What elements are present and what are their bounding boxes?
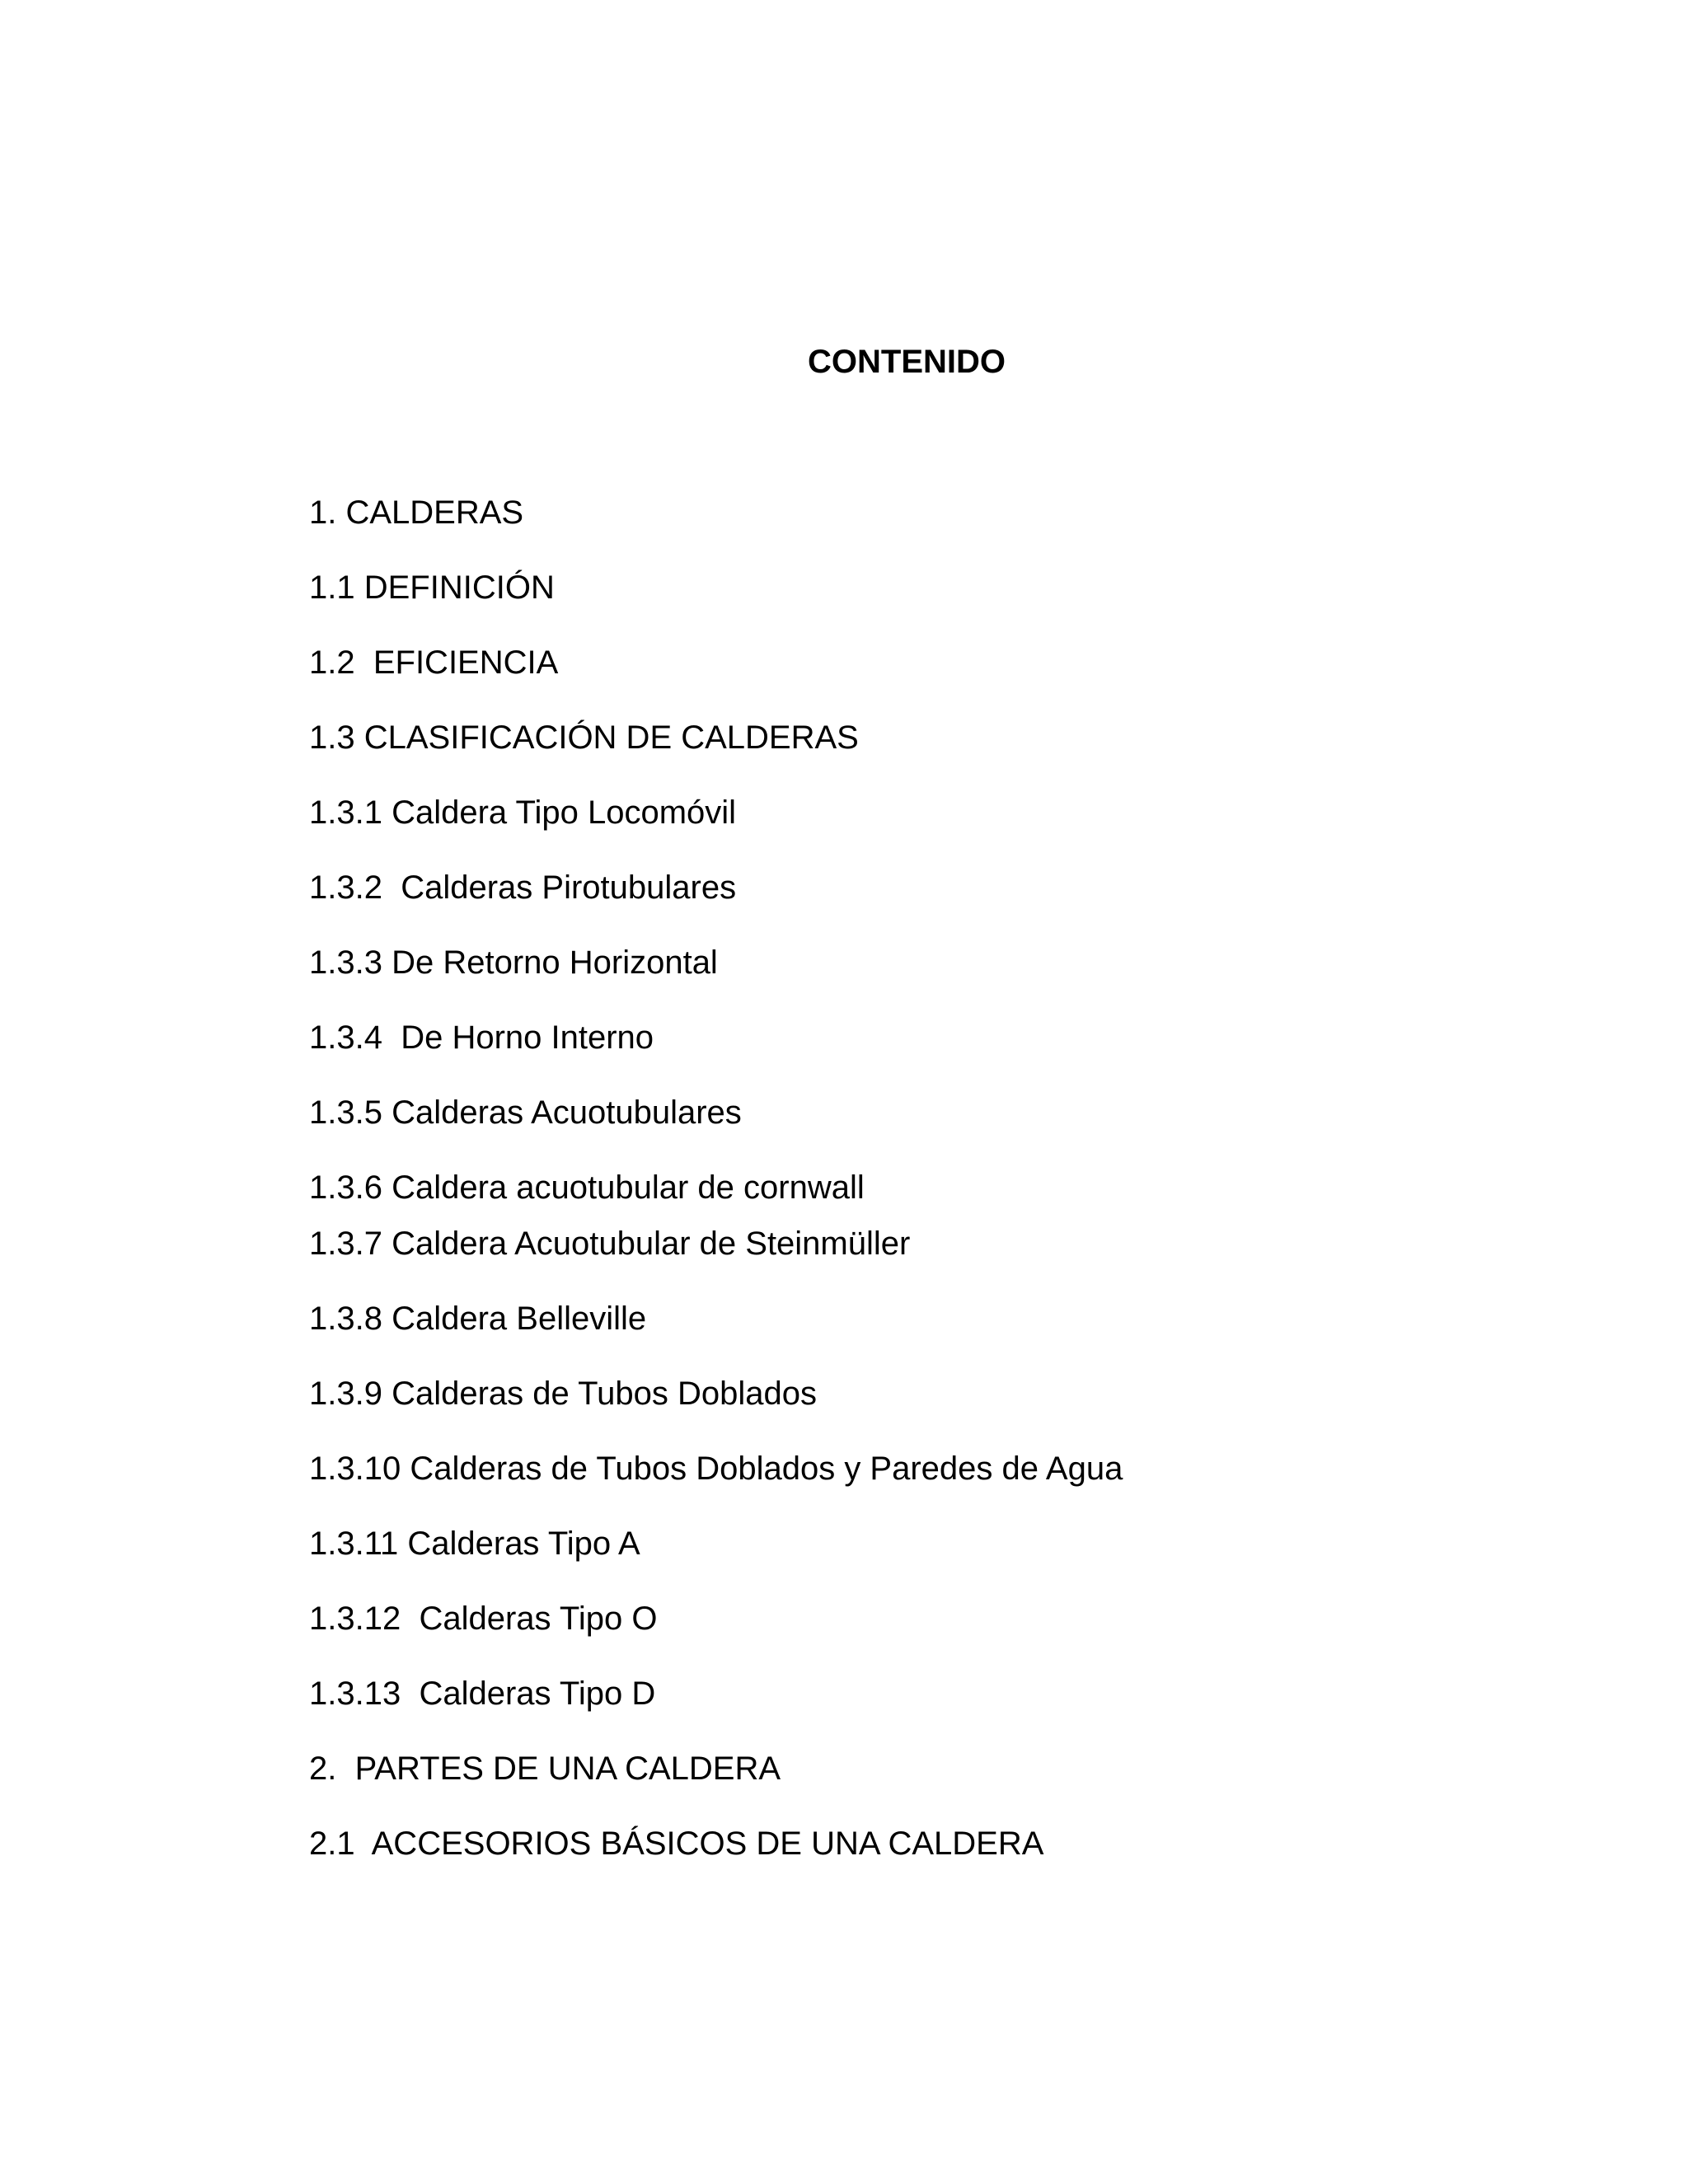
toc-entry: 1.3.5 Calderas Acuotubulares	[309, 1094, 742, 1131]
page-title: CONTENIDO	[808, 344, 1006, 380]
toc-entry: 1. CALDERAS	[309, 494, 524, 531]
toc-entry: 1.3.4 De Horno Interno	[309, 1019, 654, 1056]
toc-entry: 2.1 ACCESORIOS BÁSICOS DE UNA CALDERA	[309, 1825, 1044, 1862]
toc-entry: 1.3.6 Caldera acuotubular de cornwall	[309, 1169, 865, 1206]
toc-entry: 2. PARTES DE UNA CALDERA	[309, 1750, 781, 1787]
toc-entry: 1.3.2 Calderas Pirotubulares	[309, 869, 737, 906]
toc-entry: 1.3.10 Calderas de Tubos Doblados y Paredes de Agua	[309, 1451, 1123, 1487]
toc-entry: 1.3 CLASIFICACIÓN DE CALDERAS	[309, 719, 859, 756]
toc-entry: 1.3.7 Caldera Acuotubular de Steinmüller	[309, 1226, 911, 1262]
toc-entry: 1.2 EFICIENCIA	[309, 644, 559, 681]
toc-entry: 1.3.12 Calderas Tipo O	[309, 1601, 658, 1637]
toc-entry: 1.3.11 Calderas Tipo A	[309, 1526, 640, 1562]
toc-entry: 1.3.8 Caldera Belleville	[309, 1301, 647, 1337]
toc-entry: 1.3.3 De Retorno Horizontal	[309, 944, 718, 981]
toc-entry: 1.1 DEFINICIÓN	[309, 569, 555, 606]
toc-entry: 1.3.9 Calderas de Tubos Doblados	[309, 1376, 817, 1412]
toc-entry: 1.3.13 Calderas Tipo D	[309, 1675, 656, 1712]
toc-entry: 1.3.1 Caldera Tipo Locomóvil	[309, 794, 737, 831]
